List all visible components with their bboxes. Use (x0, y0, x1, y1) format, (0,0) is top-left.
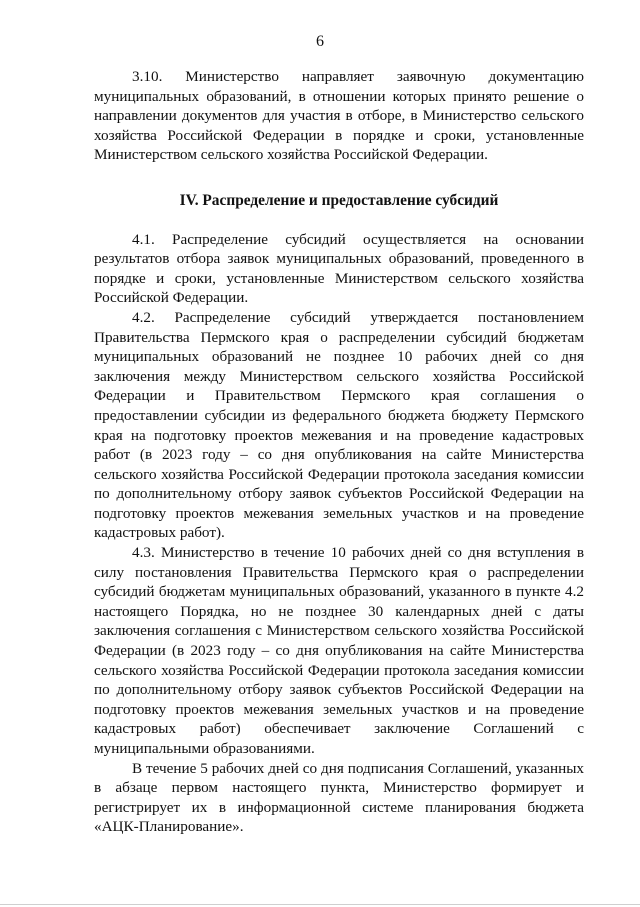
section-heading: IV. Распределение и предоставление субсидий (179, 191, 499, 209)
page-number: 6 (316, 33, 324, 50)
paragraph-4-3: 4.3. Министерство в течение 10 рабочих дней со дня вступления в силу постановления Правительства Пермского края о распределении субсидий бюджетам муниципальных образований, указанного в пункте 4.2 настоящего Порядка, но не позднее 30 календарных дней с даты заключения соглашения с Министерством сельского хозяйства Российской Федерации (в 2023 году – со дня опубликования на сайте Министерства сельского хозяйства Российской Федерации протокола заседания комиссии по дополнительному отбору заявок субъектов Российской Федерации на подготовку проектов межевания земельных участков и на проведение кадастровых работ) обеспечивает заключение Соглашений с муниципальными образованиями. (94, 544, 584, 757)
page-bottom-edge (0, 904, 640, 905)
paragraph-4-1: 4.1. Распределение субсидий осуществляется на основании результатов отбора заявок муниципальных образований, проведенного в порядке и сроки, установленные Министерством сельского хозяйства Российской Федерации. (94, 230, 584, 307)
paragraph-4-3-continuation: В течение 5 рабочих дней со дня подписания Соглашений, указанных в абзаце первом настоящего пункта, Министерство формирует и регистрирует их в информационной системе планирования бюджета «АЦК-Планирование». (94, 759, 584, 836)
paragraph-4-2: 4.2. Распределение субсидий утверждается постановлением Правительства Пермского края о распределении субсидий бюджетам муниципальных образований не позднее 10 рабочих дней со дня заключения между Министерством сельского хозяйства Российской Федерации и Правительством Пермского края соглашения о предоставлении субсидии из федерального бюджета бюджету Пермского края на подготовку проектов межевания и на проведение кадастровых работ (в 2023 году – со дня опубликования на сайте Министерства сельского хозяйства Российской Федерации протокола заседания комиссии по дополнительному отбору заявок субъектов Российской Федерации на подготовку проектов межевания земельных участков и на проведение кадастровых работ). (94, 308, 584, 542)
document-body (94, 67, 584, 837)
paragraph-3-10: 3.10. Министерство направляет заявочную документацию муниципальных образований, в отношении которых принято решение о направлении документов для участия в отборе, в Министерство сельского хозяйства Российской Федерации в порядке и сроки, установленные Министерством сельского хозяйства Российской Федерации. (94, 68, 584, 164)
